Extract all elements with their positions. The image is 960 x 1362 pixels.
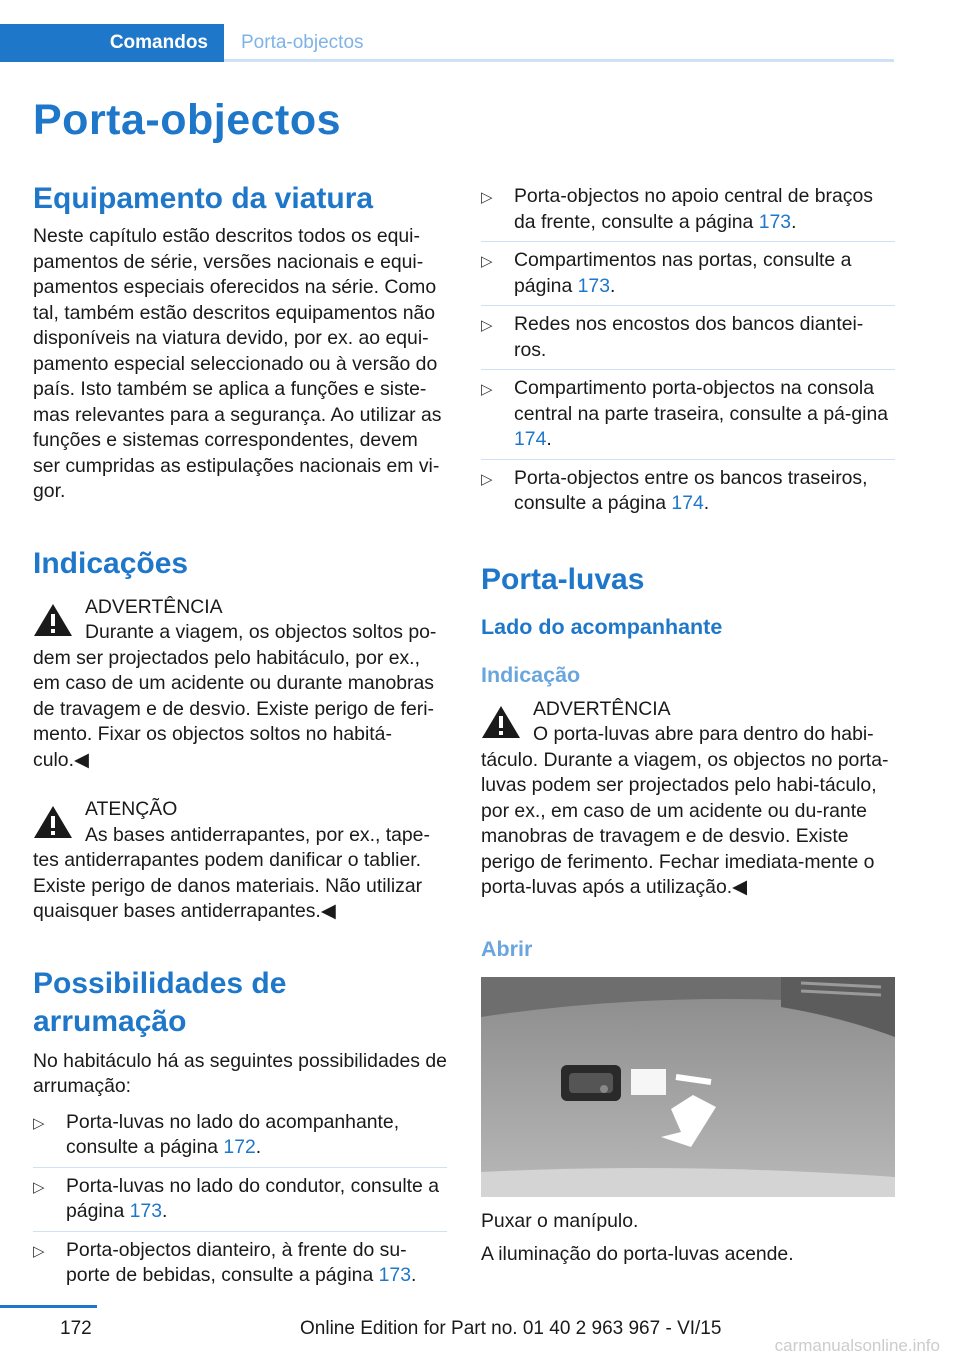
triangle-bullet-icon: ▷ [33,1242,45,1260]
list-item: ▷ Porta-luvas no lado do acompanhante, consulte a página 172. [33,1110,400,1158]
list-item: ▷ Porta-objectos no apoio central de braços da frente, consulte a página 173. [481,185,873,233]
list-item: ▷ Porta-objectos dianteiro, à frente do su-porte de bebidas, consulte a página 173. [33,1238,417,1286]
caution-label: ATENÇÃO [85,798,178,820]
heading-possibilidades: Possibilidades de arrumação [33,966,287,1038]
section-tab: Comandos [0,24,224,62]
list-item: ▷ Compartimento porta-objectos na consola central na parte traseira, consulte a pá-gina 174. [481,377,889,450]
caution-text: As bases antiderrapantes, por ex., tape-tes antiderrapantes podem danificar o tablier. Existe perigo de danos materiais. Não utilizar quaisquer bases antiderrapantes.◀ [33,823,430,922]
list-item: ▷ Redes nos encostos dos bancos diantei-ros. [481,313,864,361]
warning-text: Durante a viagem, os objectos soltos po-dem ser projectados pelo habitáculo, por ex., em caso de um acidente ou durante manobras de travagem e de desvio. Existe perigo de feri-mento. Fixar os objectos soltos no habitá-culo.◀ [33,621,437,771]
warning-block-3 [481,697,895,901]
warning-label: ADVERTÊNCIA [533,697,671,720]
heading-indicacao: Indicação [481,662,581,687]
triangle-bullet-icon: ▷ [481,381,493,398]
page-number: 172 [60,1318,92,1339]
footer-divider [0,1305,97,1308]
heading-porta-luvas: Porta-luvas [481,562,645,596]
left-column [33,180,447,1295]
list-item: ▷ Porta-objectos entre os bancos traseiros, consulte a página 174. [481,466,868,514]
watermark: carmanualsonline.info [774,1336,940,1355]
page-link[interactable]: 172 [223,1136,256,1158]
warning-block-2 [33,797,447,925]
instruction-pull: Puxar o manípulo. [481,1209,639,1232]
right-column [481,182,895,1268]
storage-list-right [481,182,895,523]
page-tab: Porta-objectos [241,32,364,53]
instruction-light: A iluminação do porta-luvas acende. [481,1243,794,1265]
list-item: ▷ Porta-luvas no lado do condutor, consulte a página 173. [33,1174,439,1222]
page-link[interactable]: 174 [514,428,547,450]
list-item: ▷ Compartimentos nas portas, consulte a página 173. [481,249,852,297]
triangle-bullet-icon: ▷ [481,189,493,206]
paragraph-equipamento: Neste capítulo estão descritos todos os equi-pamentos de série, versões nacionais e equi-pamentos especiais oferecidos na série. Como tal, também estão descritos equipamentos não disponíveis na viatura devido, por ex. ao equi-pamento especial seleccionado ou à versão do país. Isto também se aplica a funções e siste-mas relevantes para a segurança. Ao utilizar as funções e sistemas correspondentes, devem ser cumpridas as estipulações nacionais em vi-gor. [33,225,442,502]
page-link[interactable]: 174 [671,492,704,514]
triangle-bullet-icon: ▷ [481,470,493,488]
heading-indicacoes: Indicações [33,546,189,580]
warning-triangle-icon [33,603,73,637]
warning-label: ADVERTÊNCIA [85,595,223,618]
warning-block-1 [33,595,447,774]
triangle-bullet-icon: ▷ [481,317,493,334]
triangle-bullet-icon: ▷ [33,1178,45,1196]
edition-note: Online Edition for Part no. 01 40 2 963 967 - VI/15 [300,1318,722,1339]
page-link[interactable]: 173 [577,274,610,297]
heading-lado-acompanhante: Lado do acompanhante [481,614,723,639]
warning-text: O porta-luvas abre para dentro do habi-táculo. Durante a viagem, os objectos no porta-luvas podem ser projectados pelo habi-táculo, por ex., em caso de um acidente ou du-rante manobras de travagem e de desvio. Existe perigo de ferimento. Fechar imediata-mente o porta-luvas após a utilização.◀ [481,723,889,898]
paragraph-possibilidades: No habitáculo há as seguintes possibilidades de arrumação: [33,1049,447,1097]
heading-equipamento: Equipamento da viatura [33,182,374,215]
triangle-bullet-icon: ▷ [33,1114,45,1132]
page-link[interactable]: 173 [378,1264,411,1286]
triangle-bullet-icon: ▷ [481,253,493,270]
storage-list-left [33,1104,447,1295]
page-header [0,24,894,62]
page-title: Porta-objectos [33,96,342,144]
warning-triangle-icon [481,705,521,739]
header-divider [224,59,894,62]
page-link[interactable]: 173 [129,1200,162,1222]
heading-abrir: Abrir [481,936,533,961]
page-link[interactable]: 173 [758,210,792,233]
warning-triangle-icon [33,805,73,839]
glovebox-photo [481,977,895,1197]
